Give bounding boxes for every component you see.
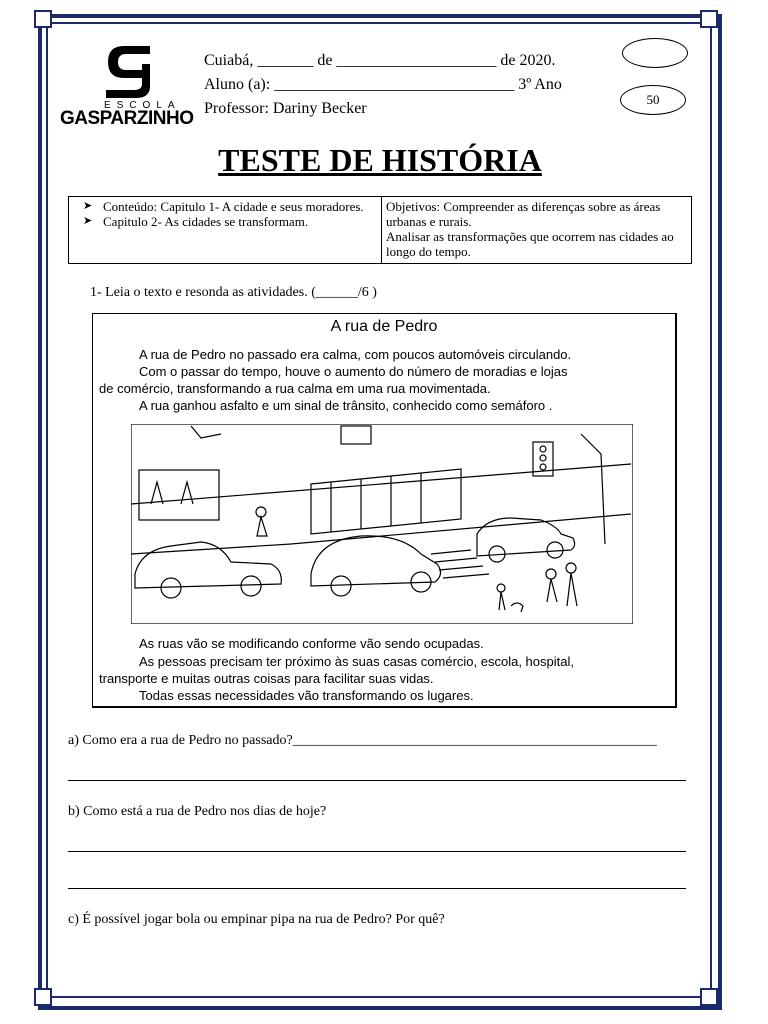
question-c: c) É possível jogar bola ou empinar pipa na rua de Pedro? Por quê?: [68, 912, 445, 927]
border-corner: [700, 10, 718, 28]
border-corner: [34, 988, 52, 1006]
score-oval: [622, 38, 688, 68]
objectives-cell: [382, 197, 692, 264]
reading-line: de comércio, transformando a rua calma em uma rua movimentada.: [99, 381, 491, 396]
city-date-line: Cuiabá, _______ de ____________________ de 2020.: [204, 52, 556, 69]
info-table: [68, 196, 692, 264]
arrow-bullet-icon: ➤: [83, 200, 93, 212]
reading-line: transporte e muitas outras coisas para facilitar suas vidas.: [99, 671, 434, 686]
arrow-bullet-icon: ➤: [83, 215, 93, 227]
border-corner: [34, 10, 52, 28]
reading-title: A rua de Pedro: [330, 318, 438, 335]
reading-line: As pessoas precisam ter próximo às suas casas comércio, escola, hospital,: [139, 654, 574, 669]
reading-line: A rua ganhou asfalto e um sinal de trânsito, conhecido como semáforo .: [139, 398, 553, 413]
border-corner: [700, 988, 718, 1006]
objective-item: Analisar as transformações que ocorrem nas cidades ao longo do tempo.: [386, 229, 674, 259]
reading-line: Com o passar do tempo, houve o aumento do número de moradias e lojas: [139, 364, 568, 379]
logo-school-text: ESCOLA: [104, 100, 181, 111]
answer-line[interactable]: [68, 851, 686, 852]
reading-text-box: [92, 313, 677, 708]
ghost-logo-icon: [60, 38, 200, 102]
total-score: 50: [646, 92, 660, 107]
reading-line: As ruas vão se modificando conforme vão sendo ocupadas.: [139, 636, 484, 651]
answer-line[interactable]: [68, 780, 686, 781]
content-cell: [69, 197, 382, 264]
reading-line: A rua de Pedro no passado era calma, com poucos automóveis circulando.: [139, 347, 572, 362]
question-b: b) Como está a rua de Pedro nos dias de hoje?: [68, 804, 327, 819]
school-logo: [60, 38, 200, 129]
teacher-line: Professor: Dariny Becker: [204, 100, 367, 117]
content-item: ➤ Conteúdo: Capitulo 1- A cidade e seus moradores.: [73, 199, 377, 214]
reading-line: Todas essas necessidades vão transformando os lugares.: [139, 688, 474, 703]
total-score-oval: [620, 85, 686, 115]
page-title: TESTE DE HISTÓRIA: [218, 142, 542, 178]
student-line: Aluno (a): ______________________________ 3º Ano: [204, 76, 562, 93]
objective-item: Objetivos: Compreender as diferenças sobre as áreas urbanas e rurais.: [386, 199, 661, 229]
question-1-instruction: 1- Leia o texto e resonda as atividades. (______/6 ): [90, 285, 377, 300]
answer-line[interactable]: [68, 888, 686, 889]
street-illustration: [131, 424, 633, 624]
question-a: a) Como era a rua de Pedro no passado?____________________________________________________: [68, 733, 657, 748]
content-item: ➤ Capitulo 2- As cidades se transformam.: [73, 214, 377, 229]
logo-brand-text: GASPARZINHO: [60, 108, 194, 129]
